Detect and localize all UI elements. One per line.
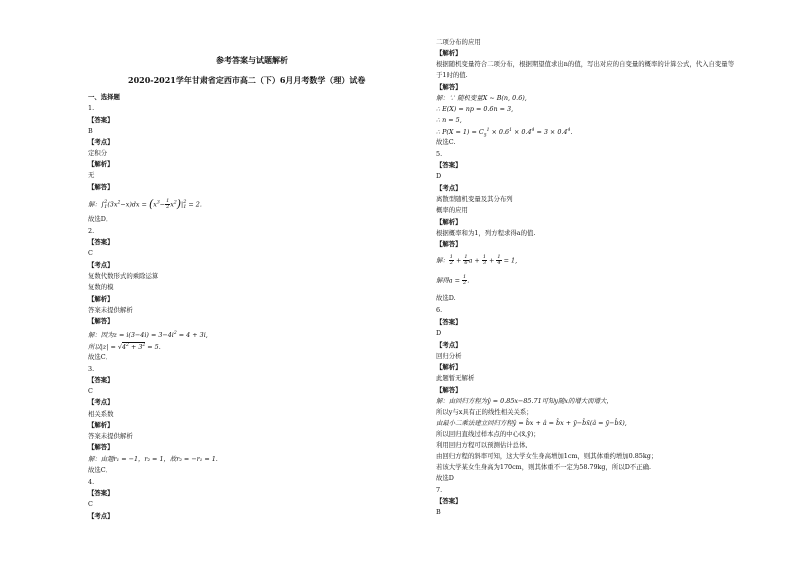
q2-keypoint-heading: 【考点】 — [88, 261, 114, 269]
q4-solution-line-1: 解：∵ 随机变量X ~ B(n, 0.6), — [436, 94, 527, 102]
doc-subtitle: 2020-2021学年甘肃省定西市高二（下）6月月考数学（理）试卷 — [128, 75, 366, 85]
q3-analysis-heading: 【解析】 — [88, 421, 114, 429]
q2-answer-heading: 【答案】 — [88, 238, 114, 246]
q4-analysis-line-2: 于1时的值. — [436, 71, 468, 79]
q2-keypoint-2: 复数的模 — [88, 283, 114, 291]
q3-solution: 解：由题r₁ = −1，r₂ = 1，故r₂ = −r₁ = 1. — [88, 455, 218, 463]
q5-solution-result: 解得a = $\frac{1}{2}$ . — [436, 274, 470, 286]
q6-answer-heading: 【答案】 — [436, 318, 462, 326]
q5-keypoint-heading: 【考点】 — [436, 184, 462, 192]
q2-number: 2. — [88, 227, 95, 235]
q4-keypoint: 二项分布的应用 — [436, 38, 481, 46]
q5-analysis: 根据概率和为1，列方程求得a的值. — [436, 229, 536, 237]
q4-solution-line-2: ∴ E(X) = np = 0.6n = 3, — [436, 105, 514, 113]
q2-conclusion: 故选C． — [88, 353, 113, 361]
q6-solution-line-3: 由最小二乘法建立回归方程ŷ = b̂x + â = b̂x + ȳ−b̂x̄(â = ȳ−b̂x̄), — [436, 419, 627, 427]
q3-answer-heading: 【答案】 — [88, 376, 114, 384]
q5-analysis-heading: 【解析】 — [436, 218, 462, 226]
q1-number: 1. — [88, 104, 95, 112]
q4-solution-heading: 【解答】 — [436, 83, 462, 91]
q3-keypoint-heading: 【考点】 — [88, 398, 114, 406]
q6-solution-line-1: 解：由回归方程为ŷ = 0.85x−85.71可知y随x的增大而增大， — [436, 397, 613, 405]
q5-keypoint-1: 离散型随机变量及其分布列 — [436, 195, 513, 203]
q3-analysis: 答案未提供解析 — [88, 432, 133, 440]
q1-solution-formula: 解：∫ 2 1 $(3x^2-x)dx = (x^3-$ $\frac{1}{2}$ $x^2)|$ 2 1 = 2. — [88, 197, 202, 211]
q1-answer-heading: 【答案】 — [88, 116, 114, 124]
q1-conclusion: 故选D． — [88, 215, 113, 223]
q7-answer-heading: 【答案】 — [436, 497, 462, 505]
q6-answer: D — [436, 329, 442, 337]
q6-solution-heading: 【解答】 — [436, 386, 462, 394]
q5-answer: D — [436, 172, 442, 180]
q6-solution-line-4: 所以回归直线过样本点的中心(x̄,ȳ)； — [436, 430, 540, 438]
q3-conclusion: 故选C． — [88, 466, 113, 474]
q6-analysis-heading: 【解析】 — [436, 363, 462, 371]
q5-number: 5. — [436, 150, 443, 158]
q1-keypoint: 定积分 — [88, 149, 108, 157]
q3-number: 3. — [88, 365, 95, 373]
q4-answer-heading: 【答案】 — [88, 489, 114, 497]
q6-number: 6. — [436, 306, 443, 314]
q6-keypoint-heading: 【考点】 — [436, 341, 462, 349]
q3-solution-heading: 【解答】 — [88, 443, 114, 451]
q5-solution-equation: 解： $\frac{1}{2}$ + $\frac{1}{6}$ a + $\frac{1}{3}$ + $\frac{1}{4}$ = 1, — [436, 254, 518, 266]
q2-solution-line-1: 解：因为$z = i(3-4i) = 3-4i^2 = 4 + 3i$, — [88, 331, 208, 340]
q5-conclusion: 故选D. — [436, 294, 456, 302]
q5-answer-heading: 【答案】 — [436, 161, 462, 169]
q1-analysis-heading: 【解析】 — [88, 160, 114, 168]
q4-number: 4. — [88, 478, 95, 486]
q1-answer: B — [88, 127, 93, 135]
q4-analysis-heading: 【解析】 — [436, 49, 462, 57]
section-heading: 一、选择题 — [88, 93, 120, 101]
q2-keypoint-1: 复数代数形式的乘除运算 — [88, 272, 159, 280]
q4-conclusion: 故选C. — [436, 138, 456, 146]
q3-keypoint: 相关系数 — [88, 410, 114, 418]
q6-solution-line-6: 由回归方程的斜率可知，这大学女生身高增加1cm，则其体重约增加0.85kg； — [436, 452, 658, 460]
q1-keypoint-heading: 【考点】 — [88, 138, 114, 146]
q5-keypoint-2: 概率的应用 — [436, 206, 468, 214]
q2-analysis-heading: 【解析】 — [88, 295, 114, 303]
q4-answer: C — [88, 500, 93, 508]
q6-conclusion: 故选D — [436, 474, 454, 482]
q6-solution-line-7: 若该大学某女生身高为170cm，则其体重不一定为58.79kg，所以D不正确. — [436, 463, 652, 471]
q6-solution-line-5: 利用回归方程可以预测估计总体, — [436, 441, 528, 449]
q2-solution-heading: 【解答】 — [88, 317, 114, 325]
q2-answer: C — [88, 249, 93, 257]
q2-analysis: 答案未提供解析 — [88, 306, 133, 314]
q5-solution-heading: 【解答】 — [436, 240, 462, 248]
q7-answer: B — [436, 508, 441, 516]
q6-keypoint: 回归分析 — [436, 352, 462, 360]
q2-solution-line-2: 所以$|z| = √4^2 + 3^2 = 5$. — [88, 343, 161, 352]
q6-analysis: 此题暂无解析 — [436, 374, 475, 382]
q1-analysis: 无 — [88, 171, 95, 179]
q1-solution-heading: 【解答】 — [88, 183, 114, 191]
q4-keypoint-heading: 【考点】 — [88, 512, 114, 520]
q4-solution-line-4: ∴ $P(X = 1) = C_5^1 \times 0.6^1 \times 0.4^4 = 3 \times 0.4^4$. — [436, 128, 573, 139]
q3-answer: C — [88, 387, 93, 395]
q7-number: 7. — [436, 486, 443, 494]
doc-title: 参考答案与试题解析 — [216, 55, 288, 65]
q4-solution-line-3: ∴ n = 5, — [436, 116, 462, 124]
q6-solution-line-2: 所以y与x具有正的线性相关关系； — [436, 408, 533, 416]
q4-analysis-line-1: 根据随机变量符合二项分布，根据期望值求出n的值，写出对应的自变量的概率的计算公式，代入自变量等 — [436, 60, 735, 68]
